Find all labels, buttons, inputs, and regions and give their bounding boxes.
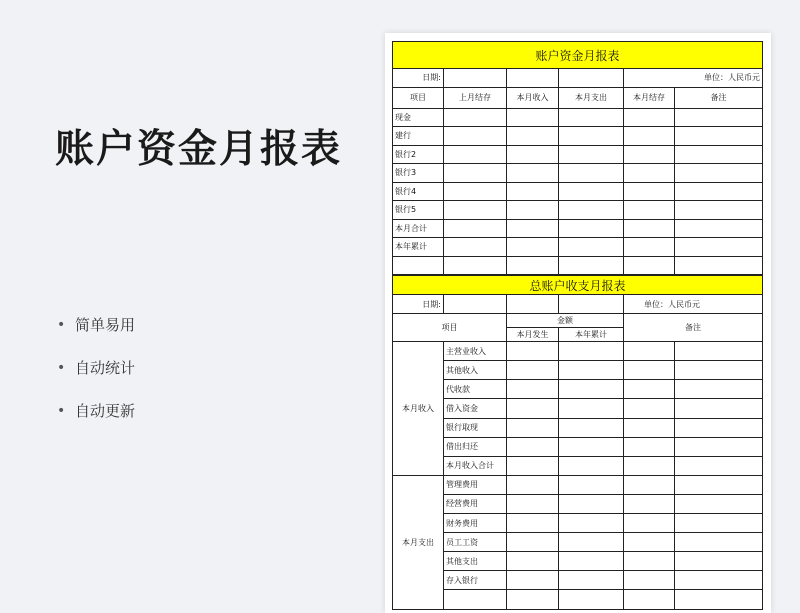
expense-group-label: 本月支出 (393, 475, 444, 609)
table-row (393, 437, 763, 456)
date-value[interactable] (444, 295, 507, 314)
table-row (393, 475, 763, 494)
income-expense-table (392, 275, 763, 610)
account-fund-table (392, 41, 763, 275)
row-label: 主营业收入 (444, 342, 507, 361)
date-label: 日期: (393, 295, 444, 314)
table-row (393, 342, 763, 361)
row-label (444, 590, 507, 609)
item-header: 项目 (393, 314, 507, 342)
row-label: 财务费用 (444, 514, 507, 533)
table-row (393, 456, 763, 475)
row-label: 其他收入 (444, 361, 507, 380)
table-row (393, 256, 763, 275)
hero-title: 账户资金月报表 (55, 127, 343, 172)
row-label: 现金 (393, 108, 444, 127)
bullet-icon: • (57, 403, 66, 419)
row-label: 建行 (393, 127, 444, 146)
table-row (393, 127, 763, 146)
table-row (393, 145, 763, 164)
table-row (393, 201, 763, 220)
row-label: 员工工资 (444, 533, 507, 552)
table-row (393, 552, 763, 571)
unit-label: 单位：人民币元 (624, 69, 763, 88)
table-row (393, 571, 763, 590)
table-row (393, 514, 763, 533)
feature-item (57, 355, 135, 398)
col-header: 项目 (393, 87, 444, 108)
current-header: 本月发生 (507, 328, 559, 342)
remark-header: 备注 (624, 314, 763, 342)
row-label: 本月合计 (393, 219, 444, 238)
col-header: 本月结存 (624, 87, 675, 108)
row-label: 代收款 (444, 380, 507, 399)
feature-label: 自动更新 (75, 402, 136, 420)
table-row (393, 361, 763, 380)
table-row (393, 533, 763, 552)
row-label: 本年累计 (393, 238, 444, 257)
row-label: 其他支出 (444, 552, 507, 571)
spreadsheet-preview (385, 33, 771, 613)
income-group-label: 本月收入 (393, 342, 444, 476)
bullet-icon: • (57, 360, 66, 376)
table-row (393, 182, 763, 201)
row-label: 存入银行 (444, 571, 507, 590)
col-header: 上月结存 (444, 87, 507, 108)
row-label: 本月收入合计 (444, 456, 507, 475)
table2-title: 总账户收支月报表 (393, 276, 763, 295)
feature-item (57, 312, 135, 355)
col-header: 本月支出 (559, 87, 624, 108)
bullet-icon: • (57, 317, 66, 333)
row-label: 管理费用 (444, 475, 507, 494)
amount-header: 金额 (507, 314, 624, 328)
col-header: 本月收入 (507, 87, 559, 108)
row-label: 银行取现 (444, 418, 507, 437)
table-row (393, 380, 763, 399)
feature-list (57, 312, 135, 441)
feature-label: 简单易用 (75, 316, 136, 334)
date-value[interactable] (444, 69, 507, 88)
row-label: 借入资金 (444, 399, 507, 418)
row-label: 银行4 (393, 182, 444, 201)
table-row (393, 494, 763, 513)
col-header: 备注 (675, 87, 763, 108)
feature-label: 自动统计 (75, 359, 136, 377)
row-label: 银行2 (393, 145, 444, 164)
table-row (393, 238, 763, 257)
unit-label: 单位：人民币元 (624, 295, 763, 314)
table-row (393, 108, 763, 127)
table1-title: 账户资金月报表 (393, 42, 763, 69)
row-label: 银行5 (393, 201, 444, 220)
table-row (393, 399, 763, 418)
cumulative-header: 本年累计 (559, 328, 624, 342)
date-label: 日期: (393, 69, 444, 88)
table-row (393, 219, 763, 238)
table-row (393, 418, 763, 437)
row-label: 银行3 (393, 164, 444, 183)
row-label: 借出归还 (444, 437, 507, 456)
feature-item (57, 398, 135, 441)
table-row (393, 164, 763, 183)
row-label: 经营费用 (444, 494, 507, 513)
table-row (393, 590, 763, 609)
